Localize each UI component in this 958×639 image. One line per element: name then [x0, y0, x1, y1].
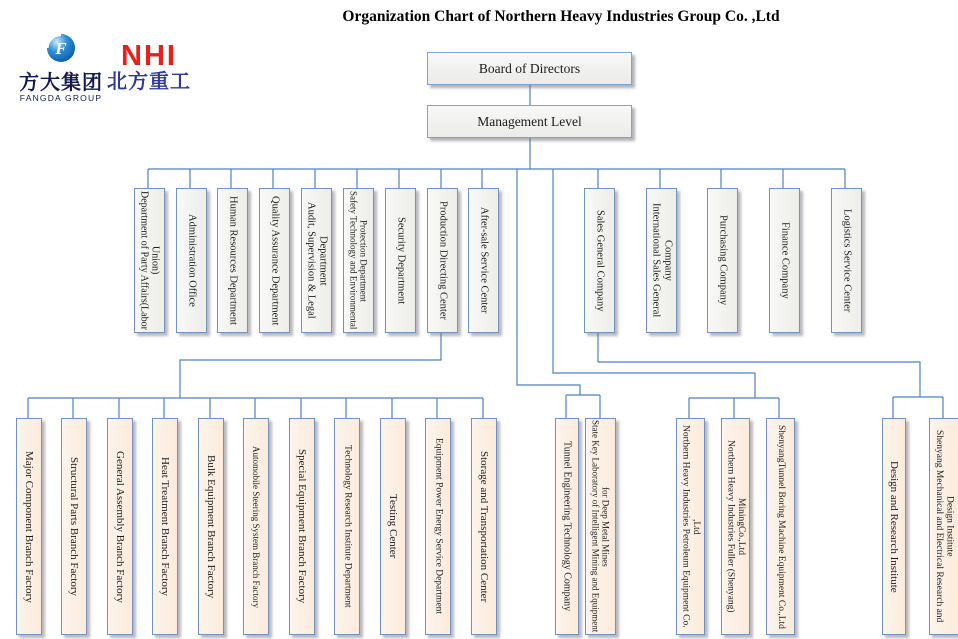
org-box-administration-office: [176, 188, 207, 333]
org-box-nhi-petroleum-equipment: [676, 418, 705, 635]
org-box-party-affairs-department: [134, 188, 165, 333]
org-box-heat-treatment-branch-factory: [152, 418, 178, 635]
org-box-label: Board of Directors: [478, 60, 581, 76]
nhi-chinese-name: 北方重工: [107, 71, 191, 93]
org-box-quality-assurance-department: [259, 188, 290, 333]
fangda-group-logo: [16, 30, 106, 103]
org-box-shenyang-mechanical-electrical-institute: [929, 418, 958, 635]
org-box-label: Production Directing Center: [437, 201, 449, 320]
org-box-storage-and-transportation-center: [471, 418, 497, 635]
org-box-label: Automobile Steering System Branch Factory: [251, 445, 262, 608]
org-box-label: Heat Treatment Branch Factory: [159, 457, 172, 596]
org-box-equipment-power-energy-service-department: [425, 418, 451, 635]
org-box-after-sale-service-center: [468, 188, 499, 333]
org-box-state-key-laboratory: [585, 418, 616, 635]
org-box-board-of-directors: [427, 52, 632, 85]
org-box-label: Design and Research Institute: [888, 460, 901, 593]
org-box-label: International Sales General Company: [650, 203, 674, 318]
org-box-label: Northern Heavy Industries Fuller (Shenyang) MiningCo.,Ltd: [725, 440, 747, 613]
org-box-label: State Key Laboratory of Intelligent Mining and Equipment for Deep Metal Mines: [590, 420, 611, 633]
org-box-label: Human Resources Department: [227, 196, 239, 325]
org-box-management-level: [427, 105, 632, 138]
org-box-label: Northern Heavy Industries Petroleum Equipment Co. ,Ltd: [680, 425, 702, 628]
org-box-label: Safety Technology and Environmental Protection Department: [348, 191, 369, 330]
org-box-label: Quality Assurance Department: [269, 195, 281, 326]
org-box-shenyang-tunnel-boring-machine: [766, 418, 795, 635]
org-box-label: Testing Center: [387, 494, 400, 559]
org-box-safety-environmental-department: [343, 188, 374, 333]
org-box-label: Administration Office: [186, 214, 198, 307]
org-box-special-equipment-branch-factory: [289, 418, 315, 635]
org-box-label: Purchasing Company: [717, 215, 729, 306]
org-box-label: Storage and Transportation Center: [478, 450, 491, 603]
fangda-sphere-icon: [41, 30, 81, 68]
org-box-major-component-branch-factory: [16, 418, 42, 635]
nhi-abbr: NHI: [121, 40, 177, 72]
nhi-logo: [103, 42, 195, 93]
org-box-finance-company: [769, 188, 800, 333]
fangda-english-name: FANGDA GROUP: [19, 93, 103, 103]
org-box-label: Structural Parts Branch Factory: [68, 457, 81, 596]
org-box-security-department: [385, 188, 416, 333]
org-box-label: Bulk Equipment Branch Factory: [205, 454, 218, 599]
org-box-label: Management Level: [477, 113, 582, 129]
org-box-label: Special Equipment Branch Factory: [296, 449, 309, 604]
fangda-chinese-name: 方大集团: [19, 72, 103, 94]
org-box-label: Security Department: [395, 216, 407, 305]
svg-text:F: F: [55, 39, 67, 58]
org-box-structural-parts-branch-factory: [61, 418, 87, 635]
org-box-label: After-sale Service Center: [478, 207, 490, 314]
org-box-technology-research-institute-department: [334, 418, 360, 635]
org-box-label: ShenyangTunnel Boring Machine Equipment Co.,Ltd: [775, 424, 786, 629]
org-box-testing-center: [380, 418, 406, 635]
org-box-design-and-research-institute: [882, 418, 906, 635]
org-box-bulk-equipment-branch-factory: [198, 418, 224, 635]
page-title: Organization Chart of Northern Heavy Industries Group Co. ,Ltd: [342, 8, 780, 25]
org-box-label: Major Component Branch Factory: [23, 450, 36, 603]
org-box-label: Finance Company: [779, 222, 791, 299]
org-box-logistics-service-center: [831, 188, 862, 333]
org-box-audit-supervision-legal-department: [301, 188, 332, 333]
org-box-automobile-steering-system-branch-factory: [243, 418, 269, 635]
org-box-label: Audit, Supervision & Legal Department: [305, 202, 329, 319]
org-box-label: Logistics Service Center: [841, 208, 853, 313]
org-box-tunnel-engineering-technology-company: [555, 418, 579, 635]
org-box-international-sales-general-company: [646, 188, 677, 333]
org-box-label: Department of Party Affairs(Labor Union): [138, 191, 161, 330]
org-box-human-resources-department: [217, 188, 248, 333]
org-box-label: Tunnel Engineering Technology Company: [561, 441, 573, 612]
org-box-label: General Assembly Branch Factory: [114, 450, 127, 603]
org-box-label: Sales General Company: [594, 209, 606, 312]
org-box-production-directing-center: [427, 188, 458, 333]
org-box-nhi-fuller-shenyang-mining: [721, 418, 750, 635]
org-box-label: Shenyang Mechanical and Electrical Research and Design Institute: [934, 430, 955, 623]
org-box-purchasing-company: [707, 188, 738, 333]
org-box-general-assembly-branch-factory: [107, 418, 133, 635]
org-box-sales-general-company: [584, 188, 615, 333]
org-box-label: Technology Research Institute Department: [342, 445, 353, 608]
org-box-label: Equipment Power Energy Service Department: [433, 438, 444, 615]
